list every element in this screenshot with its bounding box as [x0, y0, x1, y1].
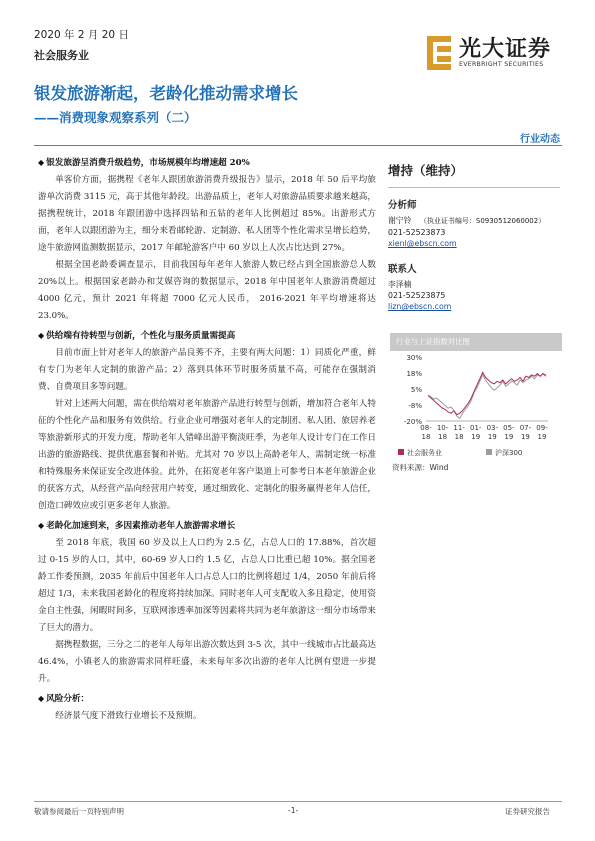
paragraph: 单客价方面，据携程《老年人跟团旅游消费升级报告》显示，2018 年 50 后平均旅游单次消费 3115 元，高于其他年龄段。出游品质上，老年人对旅游品质要求越来越高，据携程统计，2018 年跟团游中选择四钻和五钻的老年人比例超过 85%。出游形式方面，老年人以跟团游为主，细分来看邮轮游、定制游、私人团等个性化需求呈增长趋势，途牛旅游网监测数据显示，2017 年邮轮游客户中 60 岁以上人次占比达到 27%。: [38, 175, 376, 253]
chart-source: 资料来源：Wind: [392, 463, 449, 472]
x-tick-label: 18: [421, 433, 431, 441]
paragraph: 目前市面上针对老年人的旅游产品良莠不齐，主要有两大问题：1）同质化严重，鲜有专门为老年人定制的旅游产品；2）落到具体环节时服务质量不高，可能存在强制消费、自费项目多等问题。: [38, 348, 376, 392]
header-divider: [34, 145, 562, 146]
x-tick-label: 19: [520, 433, 530, 441]
section-heading: ◆ 风险分析：: [38, 693, 90, 704]
x-tick-label: 19: [504, 433, 514, 441]
y-tick-label: 30%: [406, 354, 422, 362]
report-date: 2020 年 2 月 20 日: [34, 29, 129, 41]
line-chart: [390, 351, 562, 473]
analyst-info: [388, 215, 560, 227]
analyst-name: 谢宁铃: [388, 216, 412, 225]
x-tick-label: 03-: [486, 424, 499, 432]
footer-brand: 证券研究报告: [505, 807, 550, 816]
x-tick-label: 18: [438, 433, 448, 441]
report-title: 银发旅游渐起，老龄化推动需求增长: [34, 84, 298, 103]
main-content: [38, 154, 376, 725]
logo-text-en: EVERBRIGHT SECURITIES: [459, 61, 544, 68]
x-tick-label: 19: [487, 433, 497, 441]
industry-label: 社会服务业: [34, 49, 89, 62]
company-logo: [425, 32, 565, 76]
x-tick-label: 18: [454, 433, 464, 441]
x-tick-label: 10-: [436, 424, 449, 432]
paragraph: 据携程数据，三分之二的老年人每年出游次数达到 3-5 次，其中一线城市占比最高达 46.4%，小镇老人的旅游需求同样旺盛，未来每年多次出游的老年人比例有望进一步提升。: [38, 640, 376, 684]
y-tick-label: -8%: [408, 402, 422, 410]
x-tick-label: 19: [537, 433, 547, 441]
paragraph: 针对上述两大问题，需在供给端对老年旅游产品进行转型与创新，增加符合老年人特征的个性化产品和服务有效供给。行业企业可增强对老年人的定制团、私人团、旅居养老等旅游新形式的开发力度，帮助老年人错峰出游平衡淡旺季，为老年人设计专门在工作日出游的旅游路线、提供优惠套餐和补贴。尤其对 70 岁以上高龄老年人，需制定统一标准和特殊服务来保证安全改进体验。此外，在拓宽老年客户渠道上可参考日本老年旅游企业的获客方式，从经营产品向经营用户转变，通过细致化、定制化的服务赢得老年人信任，创造口碑效应或引更多老年人旅游。: [38, 399, 376, 511]
section-heading: ◆ 供给端有待转型与创新，个性化与服务质量需提高: [38, 330, 236, 341]
diamond-bullet-icon: ◆: [38, 330, 45, 340]
x-tick-label: 08-: [420, 424, 432, 432]
chart-title-bar: [390, 333, 562, 351]
x-tick-label: 01-: [469, 424, 482, 432]
contact-email-link[interactable]: lizn@ebscn.com: [388, 302, 452, 311]
footer-divider: [34, 801, 562, 802]
legend-swatch: [398, 449, 404, 455]
x-tick-label: 05-: [503, 424, 515, 432]
x-tick-label: 07-: [519, 424, 532, 432]
analyst-heading: 分析师: [388, 200, 417, 211]
analyst-email-link[interactable]: xienl@ebscn.com: [388, 239, 457, 248]
paragraph: 经济景气度下滑致行业增长不及预期。: [55, 711, 202, 721]
paragraph: 根据全国老龄委调查显示，目前我国每年老年人旅游人数已经占到全国旅游总人数 20%以上。根据国家老龄办和艾媒咨询的数据显示，2018 年中国老年人旅游消费超过 4000 亿元，预计 2021 年将超 7000 亿元人民币， 2016-2021 年平均增速将达 23.0%。: [38, 260, 376, 321]
sidebar: [388, 155, 560, 312]
section-heading: ◆ 老龄化加速到来，多因素推动老年人旅游需求增长: [38, 520, 236, 531]
diamond-bullet-icon: ◆: [38, 693, 45, 703]
logo-text-cn: 光大证券: [459, 36, 552, 62]
sidebar-divider: [388, 187, 560, 188]
page-number: -1-: [288, 806, 299, 815]
contact-heading: 联系人: [388, 264, 417, 275]
analyst-cert: （执业证书编号：S0930512060002）: [419, 217, 546, 225]
legend-label: 社会服务业: [407, 449, 442, 457]
analyst-phone: 021-52523873: [388, 228, 446, 237]
legend-label: 沪深300: [495, 449, 523, 457]
y-tick-label: -20%: [403, 418, 422, 426]
legend-swatch: [486, 449, 492, 455]
contact-phone: 021-52523875: [388, 291, 446, 300]
x-tick-label: 11-: [453, 424, 465, 432]
chart-container: [390, 333, 562, 473]
y-tick-label: 18%: [406, 370, 422, 378]
paragraph: 至 2018 年底，我国 60 岁及以上人口约为 2.5 亿，占总人口的 17.88%，首次超过 0-15 岁的人口，其中，60-69 岁人口约 1.5 亿，占总人口比重已超 10%。据全国老龄工作委预测，2035 年前后中国老年人口占总人口的比例将超过 1/4，2050 年前后将超过 1/3，未来我国老龄化的程度将持续加深。同时老年人可支配收入多且稳定，使用资金自主性强，闲暇时间多，互联网渗透率加深等因素将共同为老年旅游这一细分市场带来了巨大的潜力。: [38, 538, 376, 633]
section-heading: ◆ 银发旅游呈消费升级趋势，市场规模年均增速超 20%: [38, 157, 250, 168]
report-subtitle: ——消费现象观察系列（二）: [34, 110, 197, 125]
footer-disclaimer: 敬请参阅最后一页特别声明: [34, 807, 124, 816]
logo-mark-icon: [425, 34, 455, 72]
contact-name: 李泽楠: [388, 280, 412, 289]
x-tick-label: 19: [471, 433, 481, 441]
y-tick-label: 5%: [410, 386, 422, 394]
rating: 增持（维持）: [388, 163, 464, 178]
report-type: 行业动态: [520, 134, 560, 145]
diamond-bullet-icon: ◆: [38, 157, 45, 167]
x-tick-label: 09-: [536, 424, 548, 432]
diamond-bullet-icon: ◆: [38, 520, 45, 530]
chart-title: 行业与上证指数对比图: [396, 337, 470, 346]
series-line: [428, 374, 546, 419]
